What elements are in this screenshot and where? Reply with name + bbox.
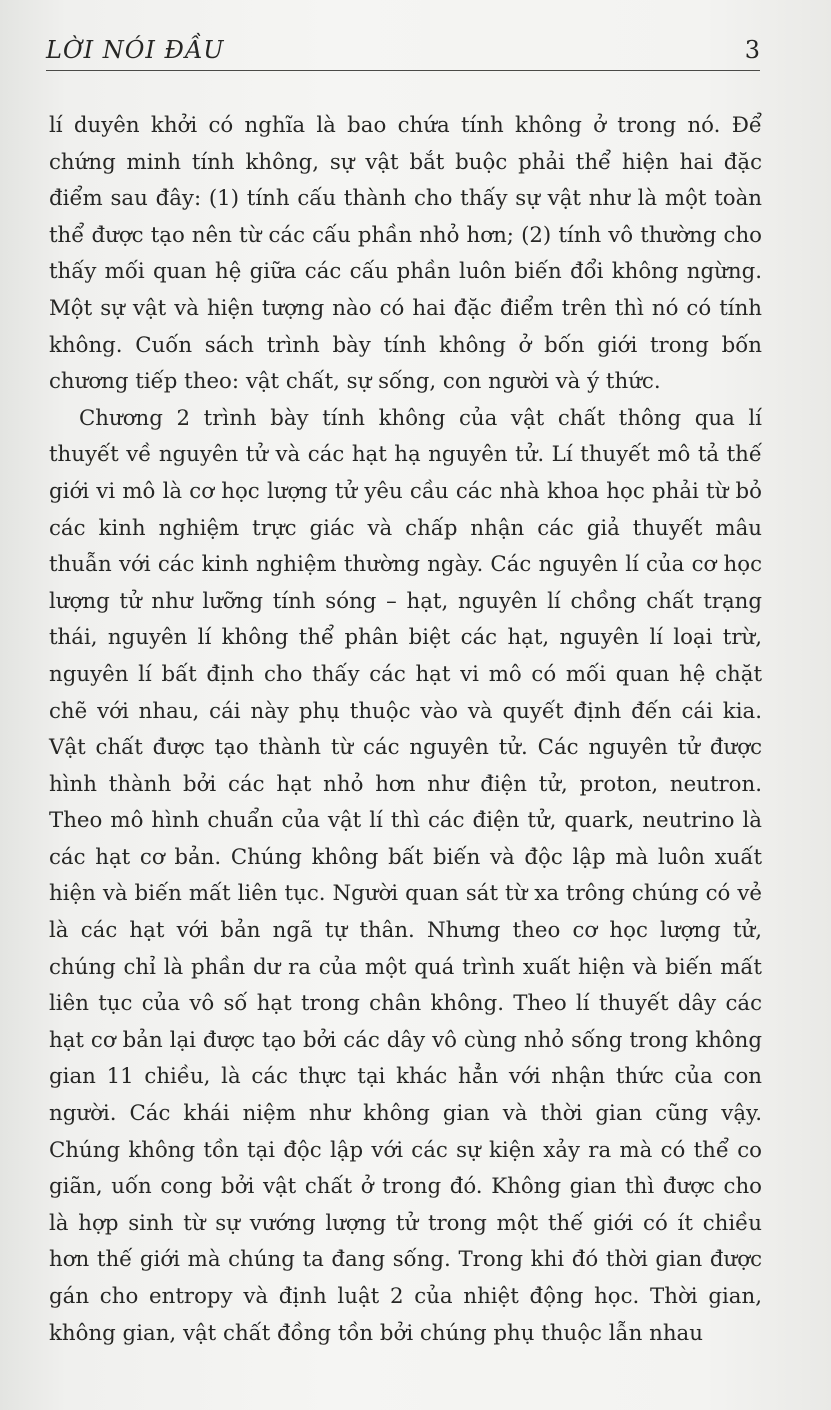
paragraph-chapter-2-summary: Chương 2 trình bày tính không của vật chất thông qua lí thuyết về nguyên tử và các hạt hạ nguyên tử. Lí thuyết mô tả thế giới vi mô là cơ học lượng tử yêu cầu các nhà khoa học phải từ bỏ các kinh nghiệm trực giác và chấp nhận các giả thuyết mâu thuẫn với các kinh nghiệm thường ngày. Các nguyên lí của cơ học lượng tử như lưỡng tính sóng – hạt, nguyên lí chồng chất trạng thái, nguyên lí không thể phân biệt các hạt, nguyên lí loại trừ, nguyên lí bất định cho thấy các hạt vi mô có mối quan hệ chặt chẽ với nhau, cái này phụ thuộc vào và quyết định đến cái kia. Vật chất được tạo thành từ các nguyên tử. Các nguyên tử được hình thành bởi các hạt nhỏ hơn như điện tử, proton, neutron. Theo mô hình chuẩn của vật lí thì các điện tử, quark, neutrino là các hạt cơ bản. Chúng không bất biến và độc lập mà luôn xuất hiện và biến mất liên tục. Người quan sát từ xa trông chúng có vẻ là các hạt với bản ngã tự thân. Nhưng theo cơ học lượng tử, chúng chỉ là phần dư ra của một quá trình xuất hiện và biến mất liên tục của vô số hạt trong chân không. Theo lí thuyết dây các hạt cơ bản lại được tạo bởi các dây vô cùng nhỏ sống trong không gian 11 chiều, là các thực tại khác hẳn với nhận thức của con người. Các khái niệm như không gian và thời gian cũng vậy. Chúng không tồn tại độc lập với các sự kiện xảy ra mà có thể co giãn, uốn cong bởi vật chất ở trong đó. Không gian thì được cho là hợp sinh từ sự vướng lượng tử trong một thế giới có ít chiều hơn thế giới mà chúng ta đang sống. Trong khi đó thời gian được gán cho entropy và định luật 2 của nhiệt động học. Thời gian, không gian, vật chất đồng tồn bởi chúng phụ thuộc lẫn nhau (49, 405, 762, 1346)
header-rule (46, 70, 760, 71)
chapter-title: LỜI NÓI ĐẦU (46, 36, 225, 64)
running-head (46, 34, 760, 68)
page-number: 3 (744, 36, 760, 64)
paragraph-continued: lí duyên khởi có nghĩa là bao chứa tính không ở trong nó. Để chứng minh tính không, sự vật bắt buộc phải thể hiện hai đặc điểm sau đây: (1) tính cấu thành cho thấy sự vật như là một toàn thể được tạo nên từ các cấu phần nhỏ hơn; (2) tính vô thường cho thấy mối quan hệ giữa các cấu phần luôn biến đổi không ngừng. Một sự vật và hiện tượng nào có hai đặc điểm trên thì nó có tính không. Cuốn sách trình bày tính không ở bốn giới trong bốn chương tiếp theo: vật chất, sự sống, con người và ý thức. (49, 113, 762, 395)
body-text (49, 108, 762, 1352)
